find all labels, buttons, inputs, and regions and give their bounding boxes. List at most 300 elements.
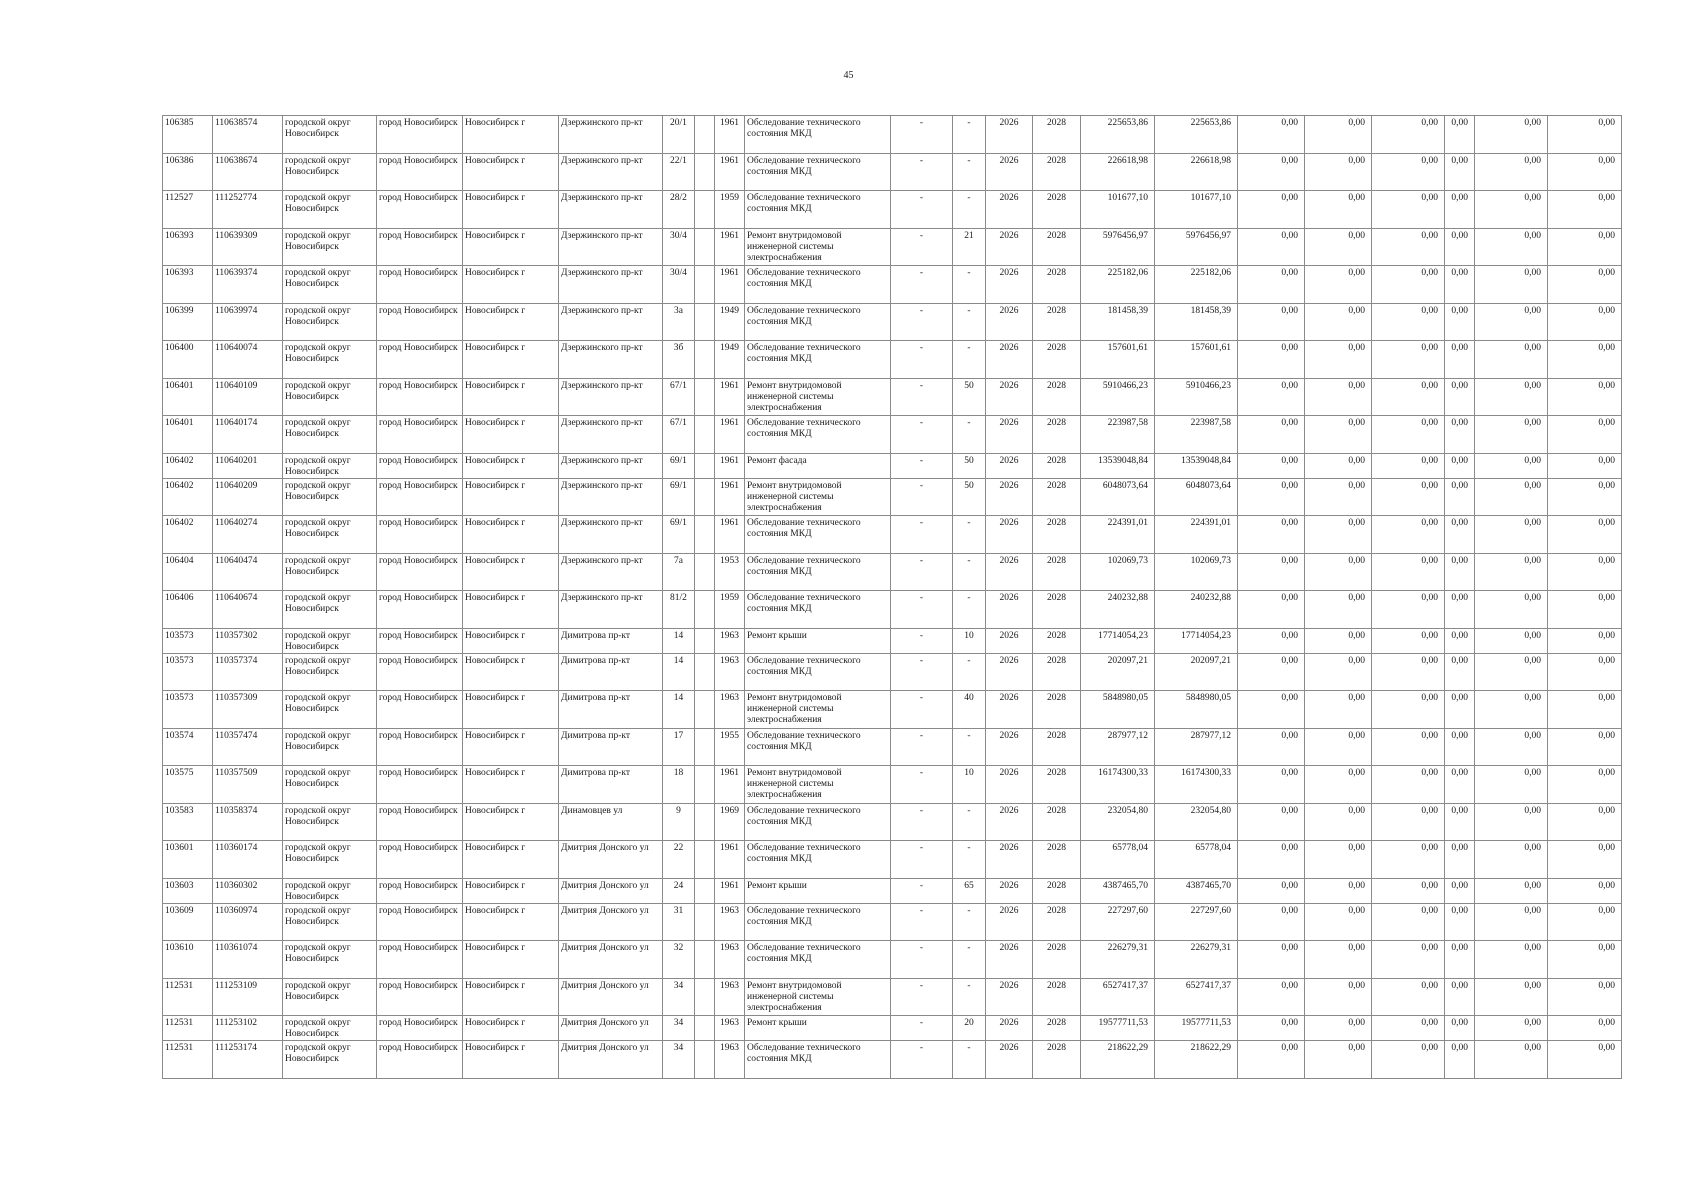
house-number-cell: 32 [663, 941, 695, 979]
amount-cell: 0,00 [1238, 1016, 1305, 1041]
record-id-cell: 103574 [163, 728, 213, 766]
total-cost-cell: 157601,61 [1081, 341, 1155, 379]
city-cell: Новосибирск г [463, 341, 559, 379]
amount-cell: 0,00 [1372, 841, 1445, 879]
district-cell: городской округ Новосибирск [283, 803, 377, 841]
table-row [163, 303, 1622, 341]
year-to-cell: 2028 [1033, 266, 1081, 304]
fund-cost-cell: 225182,06 [1155, 266, 1238, 304]
district-cell: городской округ Новосибирск [283, 878, 377, 903]
volume-cell: - [891, 303, 953, 341]
amount-cell: 0,00 [1305, 978, 1372, 1016]
amount-cell: 0,00 [1372, 1016, 1445, 1041]
year-from-cell: 2026 [986, 191, 1033, 229]
house-number-cell: 3б [663, 341, 695, 379]
amount-cell: 0,00 [1548, 1041, 1622, 1079]
volume-cell: - [891, 841, 953, 879]
city-cell: Новосибирск г [463, 628, 559, 653]
record-id-cell: 103610 [163, 941, 213, 979]
amount-cell: 0,00 [1238, 153, 1305, 191]
district-cell: городской округ Новосибирск [283, 553, 377, 591]
city-cell: Новосибирск г [463, 978, 559, 1016]
fund-cost-cell: 5848980,05 [1155, 691, 1238, 729]
work-code-cell: 111253102 [213, 1016, 283, 1041]
amount-cell: 0,00 [1445, 803, 1475, 841]
volume-cell: - [891, 378, 953, 416]
total-cost-cell: 6527417,37 [1081, 978, 1155, 1016]
amount-cell: 0,00 [1305, 228, 1372, 266]
work-code-cell: 110639309 [213, 228, 283, 266]
building-cell [695, 1041, 715, 1079]
wear-percent-cell: 50 [953, 478, 986, 516]
year-to-cell: 2028 [1033, 341, 1081, 379]
fund-cost-cell: 224391,01 [1155, 516, 1238, 554]
fund-cost-cell: 16174300,33 [1155, 766, 1238, 804]
wear-percent-cell: - [953, 153, 986, 191]
fund-cost-cell: 218622,29 [1155, 1041, 1238, 1079]
city-cell: Новосибирск г [463, 591, 559, 629]
amount-cell: 0,00 [1238, 478, 1305, 516]
wear-percent-cell: - [953, 303, 986, 341]
house-number-cell: 30/4 [663, 266, 695, 304]
year-from-cell: 2026 [986, 153, 1033, 191]
amount-cell: 0,00 [1305, 628, 1372, 653]
total-cost-cell: 5910466,23 [1081, 378, 1155, 416]
work-code-cell: 110640274 [213, 516, 283, 554]
settlement-cell: город Новосибирск [377, 803, 463, 841]
settlement-cell: город Новосибирск [377, 1016, 463, 1041]
settlement-cell: город Новосибирск [377, 728, 463, 766]
work-type-cell: Обследование технического состояния МКД [745, 903, 891, 941]
fund-cost-cell: 101677,10 [1155, 191, 1238, 229]
total-cost-cell: 226279,31 [1081, 941, 1155, 979]
amount-cell: 0,00 [1305, 478, 1372, 516]
amount-cell: 0,00 [1475, 453, 1548, 478]
amount-cell: 0,00 [1445, 516, 1475, 554]
work-code-cell: 110360974 [213, 903, 283, 941]
work-code-cell: 110361074 [213, 941, 283, 979]
work-code-cell: 110638674 [213, 153, 283, 191]
wear-percent-cell: - [953, 841, 986, 879]
street-cell: Дзержинского пр-кт [559, 453, 663, 478]
amount-cell: 0,00 [1475, 553, 1548, 591]
record-id-cell: 103609 [163, 903, 213, 941]
year-to-cell: 2028 [1033, 553, 1081, 591]
amount-cell: 0,00 [1238, 903, 1305, 941]
work-type-cell: Ремонт внутридомовой инженерной системы электроснабжения [745, 691, 891, 729]
street-cell: Дмитрия Донского ул [559, 978, 663, 1016]
amount-cell: 0,00 [1238, 628, 1305, 653]
district-cell: городской округ Новосибирск [283, 591, 377, 629]
district-cell: городской округ Новосибирск [283, 1041, 377, 1079]
year-from-cell: 2026 [986, 841, 1033, 879]
amount-cell: 0,00 [1475, 841, 1548, 879]
record-id-cell: 103573 [163, 691, 213, 729]
work-code-cell: 110360174 [213, 841, 283, 879]
year-from-cell: 2026 [986, 691, 1033, 729]
amount-cell: 0,00 [1445, 266, 1475, 304]
amount-cell: 0,00 [1548, 378, 1622, 416]
amount-cell: 0,00 [1475, 416, 1548, 454]
total-cost-cell: 224391,01 [1081, 516, 1155, 554]
total-cost-cell: 226618,98 [1081, 153, 1155, 191]
work-code-cell: 111253174 [213, 1041, 283, 1079]
amount-cell: 0,00 [1548, 416, 1622, 454]
work-code-cell: 110640074 [213, 341, 283, 379]
amount-cell: 0,00 [1372, 453, 1445, 478]
house-number-cell: 22/1 [663, 153, 695, 191]
settlement-cell: город Новосибирск [377, 378, 463, 416]
record-id-cell: 103601 [163, 841, 213, 879]
house-number-cell: 22 [663, 841, 695, 879]
table-row [163, 228, 1622, 266]
work-code-cell: 110357474 [213, 728, 283, 766]
district-cell: городской округ Новосибирск [283, 116, 377, 154]
fund-cost-cell: 202097,21 [1155, 653, 1238, 691]
volume-cell: - [891, 728, 953, 766]
total-cost-cell: 101677,10 [1081, 191, 1155, 229]
work-code-cell: 110640209 [213, 478, 283, 516]
work-type-cell: Обследование технического состояния МКД [745, 941, 891, 979]
total-cost-cell: 19577711,53 [1081, 1016, 1155, 1041]
volume-cell: - [891, 228, 953, 266]
district-cell: городской округ Новосибирск [283, 478, 377, 516]
amount-cell: 0,00 [1372, 553, 1445, 591]
building-cell [695, 653, 715, 691]
amount-cell: 0,00 [1445, 228, 1475, 266]
amount-cell: 0,00 [1548, 553, 1622, 591]
amount-cell: 0,00 [1548, 478, 1622, 516]
volume-cell: - [891, 1016, 953, 1041]
amount-cell: 0,00 [1305, 691, 1372, 729]
volume-cell: - [891, 653, 953, 691]
wear-percent-cell: 50 [953, 378, 986, 416]
table-row [163, 516, 1622, 554]
amount-cell: 0,00 [1305, 516, 1372, 554]
build-year-cell: 1961 [715, 516, 745, 554]
settlement-cell: город Новосибирск [377, 478, 463, 516]
city-cell: Новосибирск г [463, 941, 559, 979]
amount-cell: 0,00 [1445, 116, 1475, 154]
volume-cell: - [891, 878, 953, 903]
year-to-cell: 2028 [1033, 1041, 1081, 1079]
fund-cost-cell: 4387465,70 [1155, 878, 1238, 903]
wear-percent-cell: 50 [953, 453, 986, 478]
house-number-cell: 67/1 [663, 378, 695, 416]
amount-cell: 0,00 [1372, 416, 1445, 454]
volume-cell: - [891, 453, 953, 478]
street-cell: Дмитрия Донского ул [559, 878, 663, 903]
settlement-cell: город Новосибирск [377, 303, 463, 341]
amount-cell: 0,00 [1445, 453, 1475, 478]
wear-percent-cell: 10 [953, 628, 986, 653]
street-cell: Дзержинского пр-кт [559, 116, 663, 154]
year-from-cell: 2026 [986, 516, 1033, 554]
street-cell: Дзержинского пр-кт [559, 591, 663, 629]
amount-cell: 0,00 [1548, 628, 1622, 653]
street-cell: Дзержинского пр-кт [559, 341, 663, 379]
table-row [163, 941, 1622, 979]
district-cell: городской округ Новосибирск [283, 628, 377, 653]
table-row [163, 803, 1622, 841]
build-year-cell: 1963 [715, 1041, 745, 1079]
house-number-cell: 34 [663, 1041, 695, 1079]
amount-cell: 0,00 [1372, 653, 1445, 691]
fund-cost-cell: 181458,39 [1155, 303, 1238, 341]
wear-percent-cell: - [953, 516, 986, 554]
street-cell: Дзержинского пр-кт [559, 228, 663, 266]
year-to-cell: 2028 [1033, 478, 1081, 516]
street-cell: Дмитрия Донского ул [559, 1041, 663, 1079]
amount-cell: 0,00 [1372, 978, 1445, 1016]
fund-cost-cell: 102069,73 [1155, 553, 1238, 591]
table-row [163, 416, 1622, 454]
city-cell: Новосибирск г [463, 803, 559, 841]
district-cell: городской округ Новосибирск [283, 691, 377, 729]
amount-cell: 0,00 [1238, 228, 1305, 266]
amount-cell: 0,00 [1548, 303, 1622, 341]
amount-cell: 0,00 [1475, 266, 1548, 304]
work-code-cell: 110638574 [213, 116, 283, 154]
house-number-cell: 67/1 [663, 416, 695, 454]
total-cost-cell: 232054,80 [1081, 803, 1155, 841]
work-type-cell: Обследование технического состояния МКД [745, 266, 891, 304]
city-cell: Новосибирск г [463, 416, 559, 454]
amount-cell: 0,00 [1305, 1041, 1372, 1079]
total-cost-cell: 5976456,97 [1081, 228, 1155, 266]
city-cell: Новосибирск г [463, 728, 559, 766]
amount-cell: 0,00 [1445, 1016, 1475, 1041]
year-to-cell: 2028 [1033, 191, 1081, 229]
table-row [163, 878, 1622, 903]
wear-percent-cell: - [953, 903, 986, 941]
house-number-cell: 28/2 [663, 191, 695, 229]
table-row [163, 453, 1622, 478]
building-cell [695, 766, 715, 804]
record-id-cell: 106400 [163, 341, 213, 379]
volume-cell: - [891, 591, 953, 629]
build-year-cell: 1955 [715, 728, 745, 766]
fund-cost-cell: 225653,86 [1155, 116, 1238, 154]
amount-cell: 0,00 [1305, 416, 1372, 454]
volume-cell: - [891, 691, 953, 729]
street-cell: Дзержинского пр-кт [559, 191, 663, 229]
district-cell: городской округ Новосибирск [283, 153, 377, 191]
building-cell [695, 228, 715, 266]
amount-cell: 0,00 [1475, 1016, 1548, 1041]
house-number-cell: 7а [663, 553, 695, 591]
fund-cost-cell: 5910466,23 [1155, 378, 1238, 416]
street-cell: Дзержинского пр-кт [559, 478, 663, 516]
district-cell: городской округ Новосибирск [283, 1016, 377, 1041]
year-from-cell: 2026 [986, 228, 1033, 266]
house-number-cell: 24 [663, 878, 695, 903]
year-from-cell: 2026 [986, 903, 1033, 941]
city-cell: Новосибирск г [463, 266, 559, 304]
amount-cell: 0,00 [1305, 591, 1372, 629]
building-cell [695, 341, 715, 379]
work-type-cell: Ремонт внутридомовой инженерной системы электроснабжения [745, 228, 891, 266]
amount-cell: 0,00 [1475, 153, 1548, 191]
table-row [163, 841, 1622, 879]
volume-cell: - [891, 153, 953, 191]
record-id-cell: 106402 [163, 478, 213, 516]
amount-cell: 0,00 [1238, 266, 1305, 304]
total-cost-cell: 5848980,05 [1081, 691, 1155, 729]
year-to-cell: 2028 [1033, 153, 1081, 191]
build-year-cell: 1959 [715, 591, 745, 629]
house-number-cell: 34 [663, 1016, 695, 1041]
work-type-cell: Ремонт крыши [745, 1016, 891, 1041]
amount-cell: 0,00 [1445, 416, 1475, 454]
building-cell [695, 1016, 715, 1041]
amount-cell: 0,00 [1372, 303, 1445, 341]
settlement-cell: город Новосибирск [377, 516, 463, 554]
year-from-cell: 2026 [986, 453, 1033, 478]
settlement-cell: город Новосибирск [377, 153, 463, 191]
district-cell: городской округ Новосибирск [283, 341, 377, 379]
table-row [163, 266, 1622, 304]
building-cell [695, 478, 715, 516]
work-type-cell: Ремонт внутридомовой инженерной системы электроснабжения [745, 978, 891, 1016]
year-from-cell: 2026 [986, 728, 1033, 766]
house-number-cell: 14 [663, 691, 695, 729]
work-code-cell: 110357302 [213, 628, 283, 653]
street-cell: Дмитрия Донского ул [559, 841, 663, 879]
amount-cell: 0,00 [1475, 728, 1548, 766]
amount-cell: 0,00 [1548, 803, 1622, 841]
year-from-cell: 2026 [986, 416, 1033, 454]
work-type-cell: Ремонт крыши [745, 878, 891, 903]
year-to-cell: 2028 [1033, 653, 1081, 691]
table-row [163, 378, 1622, 416]
street-cell: Дмитрия Донского ул [559, 941, 663, 979]
table-body [163, 116, 1622, 1079]
city-cell: Новосибирск г [463, 303, 559, 341]
volume-cell: - [891, 416, 953, 454]
total-cost-cell: 240232,88 [1081, 591, 1155, 629]
wear-percent-cell: 40 [953, 691, 986, 729]
district-cell: городской округ Новосибирск [283, 941, 377, 979]
fund-cost-cell: 13539048,84 [1155, 453, 1238, 478]
amount-cell: 0,00 [1238, 978, 1305, 1016]
total-cost-cell: 225182,06 [1081, 266, 1155, 304]
record-id-cell: 103573 [163, 653, 213, 691]
street-cell: Димитрова пр-кт [559, 728, 663, 766]
year-to-cell: 2028 [1033, 591, 1081, 629]
build-year-cell: 1961 [715, 766, 745, 804]
build-year-cell: 1949 [715, 303, 745, 341]
record-id-cell: 106386 [163, 153, 213, 191]
wear-percent-cell: 20 [953, 1016, 986, 1041]
amount-cell: 0,00 [1475, 1041, 1548, 1079]
building-cell [695, 691, 715, 729]
district-cell: городской округ Новосибирск [283, 903, 377, 941]
table-row [163, 653, 1622, 691]
year-to-cell: 2028 [1033, 803, 1081, 841]
building-cell [695, 553, 715, 591]
amount-cell: 0,00 [1238, 691, 1305, 729]
year-to-cell: 2028 [1033, 1016, 1081, 1041]
building-cell [695, 416, 715, 454]
year-from-cell: 2026 [986, 591, 1033, 629]
city-cell: Новосибирск г [463, 378, 559, 416]
district-cell: городской округ Новосибирск [283, 303, 377, 341]
build-year-cell: 1961 [715, 378, 745, 416]
amount-cell: 0,00 [1548, 228, 1622, 266]
table-row [163, 341, 1622, 379]
district-cell: городской округ Новосибирск [283, 728, 377, 766]
city-cell: Новосибирск г [463, 516, 559, 554]
amount-cell: 0,00 [1372, 1041, 1445, 1079]
wear-percent-cell: 10 [953, 766, 986, 804]
build-year-cell: 1961 [715, 228, 745, 266]
amount-cell: 0,00 [1238, 341, 1305, 379]
amount-cell: 0,00 [1445, 628, 1475, 653]
year-to-cell: 2028 [1033, 116, 1081, 154]
amount-cell: 0,00 [1475, 978, 1548, 1016]
house-number-cell: 69/1 [663, 453, 695, 478]
amount-cell: 0,00 [1548, 766, 1622, 804]
build-year-cell: 1961 [715, 116, 745, 154]
record-id-cell: 106401 [163, 416, 213, 454]
build-year-cell: 1963 [715, 941, 745, 979]
settlement-cell: город Новосибирск [377, 266, 463, 304]
table-row [163, 728, 1622, 766]
house-number-cell: 69/1 [663, 516, 695, 554]
year-to-cell: 2028 [1033, 728, 1081, 766]
city-cell: Новосибирск г [463, 153, 559, 191]
volume-cell: - [891, 341, 953, 379]
volume-cell: - [891, 978, 953, 1016]
settlement-cell: город Новосибирск [377, 341, 463, 379]
building-cell [695, 303, 715, 341]
year-from-cell: 2026 [986, 553, 1033, 591]
build-year-cell: 1963 [715, 653, 745, 691]
wear-percent-cell: - [953, 553, 986, 591]
year-from-cell: 2026 [986, 941, 1033, 979]
work-type-cell: Обследование технического состояния МКД [745, 841, 891, 879]
record-id-cell: 106402 [163, 516, 213, 554]
build-year-cell: 1963 [715, 691, 745, 729]
build-year-cell: 1963 [715, 628, 745, 653]
table-row [163, 191, 1622, 229]
record-id-cell: 112531 [163, 978, 213, 1016]
year-from-cell: 2026 [986, 266, 1033, 304]
table-row [163, 766, 1622, 804]
street-cell: Дмитрия Донского ул [559, 903, 663, 941]
city-cell: Новосибирск г [463, 453, 559, 478]
building-cell [695, 191, 715, 229]
work-type-cell: Обследование технического состояния МКД [745, 416, 891, 454]
building-cell [695, 266, 715, 304]
amount-cell: 0,00 [1445, 728, 1475, 766]
amount-cell: 0,00 [1445, 1041, 1475, 1079]
wear-percent-cell: - [953, 191, 986, 229]
amount-cell: 0,00 [1548, 116, 1622, 154]
amount-cell: 0,00 [1372, 266, 1445, 304]
amount-cell: 0,00 [1445, 303, 1475, 341]
amount-cell: 0,00 [1238, 728, 1305, 766]
settlement-cell: город Новосибирск [377, 978, 463, 1016]
year-to-cell: 2028 [1033, 941, 1081, 979]
table-row [163, 116, 1622, 154]
table-row [163, 903, 1622, 941]
amount-cell: 0,00 [1372, 478, 1445, 516]
wear-percent-cell: - [953, 416, 986, 454]
volume-cell: - [891, 903, 953, 941]
amount-cell: 0,00 [1305, 266, 1372, 304]
